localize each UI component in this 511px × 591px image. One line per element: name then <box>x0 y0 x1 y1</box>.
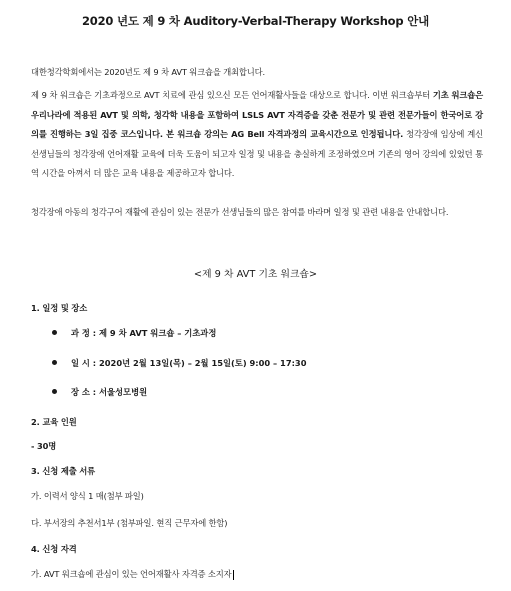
description-bold-part: 기초 워크숍은 우리나라에 적용된 AVT 및 의학, 청각학 내용을 포함하여 LSLS AVT 자격증을 갖춘 전문가 및 관련 전문가들이 한국어로 강의를 진행하는 3일 집중 코스입니다. 본 워크숍 강의는 AG Bell 자격과정의 교육시간으로 인정됩니다. <box>31 90 483 139</box>
schedule-item-course-text: 과 정 : 제 9 차 AVT 워크숍 – 기초과정 <box>71 328 217 338</box>
capacity-heading: 2. 교육 인원 <box>31 417 77 427</box>
schedule-item-course <box>52 327 216 339</box>
bullet-icon <box>52 330 57 335</box>
description-paragraph <box>31 86 483 184</box>
schedule-item-date <box>52 357 306 369</box>
text-cursor <box>233 570 234 580</box>
bullet-icon <box>52 389 57 394</box>
schedule-heading: 1. 일정 및 장소 <box>31 303 88 313</box>
qualification-heading: 4. 신청 자격 <box>31 544 77 554</box>
description-part-3: 청각장애 임상에 계신 선생님들의 청각장애 언어재활 교육에 더욱 도움이 되고자 일정 및 내용을 충실하게 조정하였으며 기존의 영어 강의에 있었던 통역 시간을 아껴서 더 많은 교육 내용을 제공하고자 합니다. <box>31 129 483 178</box>
invitation-paragraph: 청각장애 아동의 청각구어 재활에 관심이 있는 전문가 선생님들의 많은 참여를 바라며 일정 및 관련 내용을 안내합니다. <box>31 207 449 217</box>
schedule-item-place <box>52 386 147 398</box>
intro-text: 대한청각학회에서는 2020년도 제 9 차 AVT 워크숍을 개최합니다. <box>31 67 266 77</box>
bullet-icon <box>52 360 57 365</box>
description-part-1: 제 9 차 워크숍은 기초과정으로 AVT 치료에 관심 있으신 모든 언어재활사들을 대상으로 합니다. 이번 워크숍부터 <box>31 90 433 100</box>
documents-heading: 3. 신청 제출 서류 <box>31 466 96 476</box>
schedule-item-place-text: 장 소 : 서울성모병원 <box>71 387 148 397</box>
qualification-item <box>31 568 234 580</box>
capacity-value: - 30명 <box>31 441 57 451</box>
section-title: <제 9 차 AVT 기초 워크숍> <box>193 269 318 280</box>
schedule-item-date-text: 일 시 : 2020년 2월 13일(목) – 2월 15일(토) 9:00 – 17:30 <box>71 358 307 368</box>
qualification-item-text: 가. AVT 워크숍에 관심이 있는 언어재활사 자격증 소지자 <box>31 569 232 579</box>
documents-item-resume: 가. 이력서 양식 1 매(첨부 파일) <box>31 491 144 501</box>
document-title: 2020 년도 제 9 차 Auditory-Verbal-Therapy Workshop 안내 <box>81 14 430 28</box>
documents-item-recommendation: 다. 부서장의 추천서1부 (첨부파일. 현직 근무자에 한함) <box>31 518 228 528</box>
